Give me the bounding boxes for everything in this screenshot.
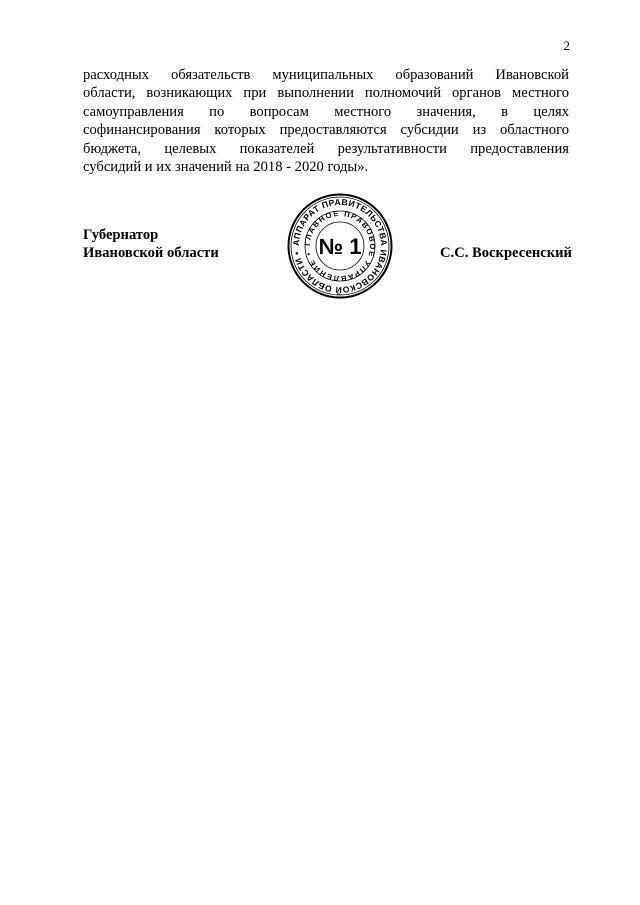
signatory-title-line: Ивановской области [83, 245, 219, 262]
body-line: субсидий и их значений на 2018 - 2020 годы». [83, 159, 369, 176]
seal-number: № 1 [318, 234, 362, 259]
body-line: расходных обязательств муниципальных образований Ивановской [83, 67, 569, 83]
seal-graphic [287, 193, 393, 299]
body-paragraph [83, 66, 569, 176]
page-number: 2 [563, 38, 570, 53]
signatory-title [83, 226, 219, 263]
signatory-name: С.С. Воскресенский [440, 245, 572, 261]
body-line: области, возникающих при выполнении полномочий органов местного [83, 85, 569, 102]
seal-outer-text: АППАРАТ ПРАВИТЕЛЬСТВА ИВАНОВСКОЙ ОБЛАСТИ • [290, 196, 390, 296]
body-line: самоуправления по вопросам местного значения, в целях [83, 103, 569, 120]
signatory-title-line: Губернатор [83, 227, 159, 243]
official-seal-stamp [287, 193, 393, 299]
body-line: софинансирования которых предоставляются субсидии из областного [83, 122, 569, 139]
body-line: бюджета, целевых показателей результативности предоставления [83, 140, 569, 157]
seal-inner-text: ГЛАВНОЕ ПРАВОВОЕ УПРАВЛЕНИЕ • [302, 208, 378, 284]
